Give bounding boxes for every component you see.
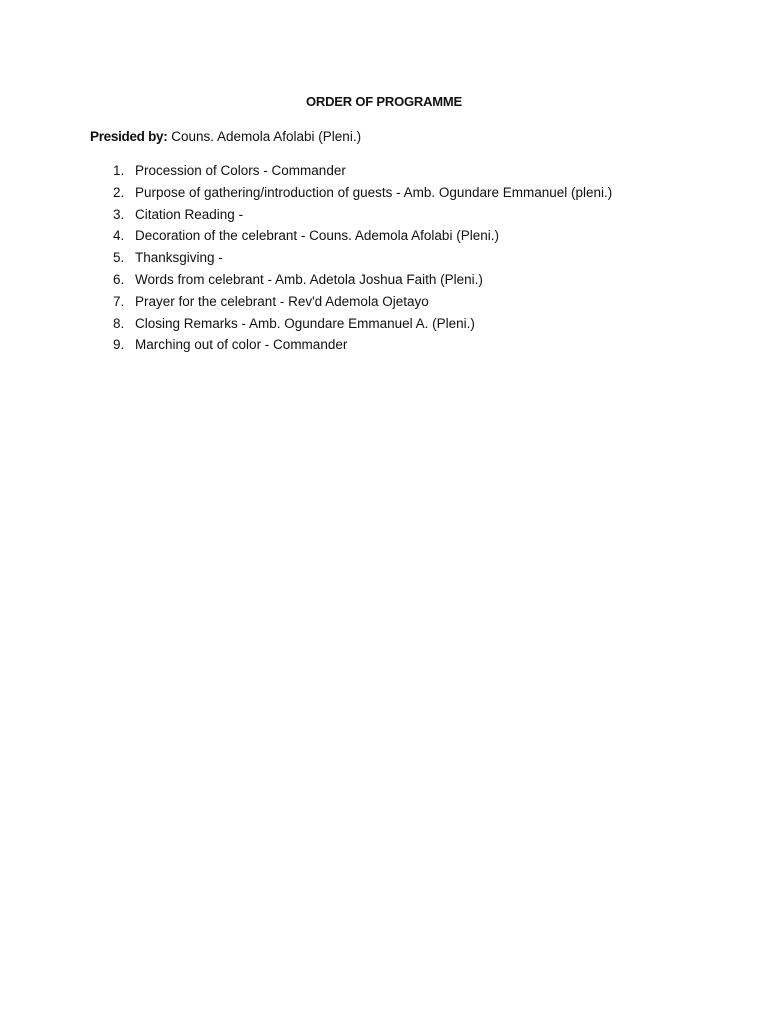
programme-item-number: 5. bbox=[113, 250, 125, 266]
programme-item-number: 6. bbox=[113, 271, 125, 287]
programme-item-number: 3. bbox=[113, 206, 125, 222]
programme-item-number: 7. bbox=[113, 293, 125, 309]
programme-item-text: Thanksgiving - bbox=[135, 250, 223, 266]
programme-item-text: Marching out of color - Commander bbox=[135, 337, 348, 353]
programme-item-text: Closing Remarks - Amb. Ogundare Emmanuel A. (Pleni.) bbox=[135, 315, 475, 331]
presided-by-value: Couns. Ademola Afolabi (Pleni.) bbox=[171, 129, 362, 144]
programme-item-text: Purpose of gathering/introduction of guests - Amb. Ogundare Emmanuel (pleni.) bbox=[135, 184, 613, 200]
programme-item-number: 1. bbox=[113, 163, 125, 178]
programme-item-text: Citation Reading - bbox=[135, 206, 244, 222]
programme-item-text: Prayer for the celebrant - Rev'd Ademola Ojetayo bbox=[135, 293, 429, 309]
presided-by-line bbox=[90, 128, 361, 146]
programme-item-number: 8. bbox=[113, 315, 125, 331]
programme-item-text: Procession of Colors - Commander bbox=[135, 163, 346, 178]
programme-item-number: 2. bbox=[113, 184, 125, 200]
programme-item-number: 9. bbox=[113, 337, 125, 353]
programme-item-text: Words from celebrant - Amb. Adetola Joshua Faith (Pleni.) bbox=[135, 271, 483, 287]
programme-item-number: 4. bbox=[113, 228, 125, 244]
document-title: ORDER OF PROGRAMME bbox=[305, 94, 462, 109]
presided-by-label: Presided by: bbox=[90, 129, 168, 144]
programme-item-text: Decoration of the celebrant - Couns. Ademola Afolabi (Pleni.) bbox=[135, 228, 499, 244]
